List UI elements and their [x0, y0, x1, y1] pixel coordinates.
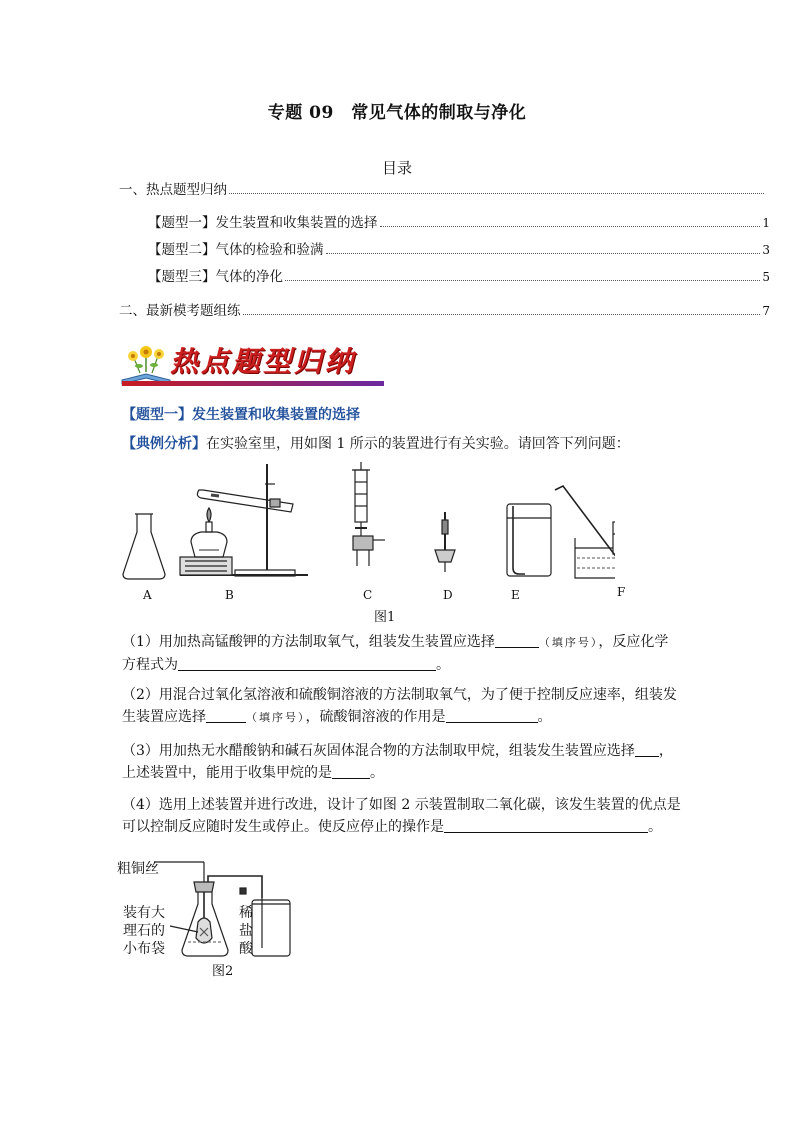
figure-1-apparatus — [115, 462, 615, 592]
figure-2-caption: 图2 — [212, 964, 234, 979]
toc-page-number: 1 — [762, 216, 770, 230]
toc-page-number: 5 — [762, 270, 770, 284]
intro-paragraph — [122, 433, 722, 455]
page-title: 专题 09 常见气体的制取与净化 — [267, 103, 527, 123]
toc-leader-dots — [380, 225, 761, 227]
toc-entry-type-3[interactable] — [148, 265, 770, 285]
toc-entry-label: 二、最新模考题组练 — [119, 303, 241, 319]
apparatus-b-heating — [180, 464, 308, 576]
banner-underline — [122, 381, 384, 386]
question-1 — [122, 631, 682, 676]
section-heading: 【题型一】发生装置和收集装置的选择 — [122, 407, 360, 423]
figure-2-label-wire: 粗铜丝 — [117, 861, 159, 877]
toc-entry-label: 一、热点题型归纳 — [119, 182, 227, 198]
question-2-hint: （填序号） — [246, 711, 306, 724]
book-flowers-icon — [118, 340, 174, 386]
figure-2-label-acid-2: 盐 — [239, 923, 253, 939]
figure-2-label-acid-3: 酸 — [239, 941, 253, 957]
question-4 — [122, 794, 692, 838]
question-4-text: （4）选用上述装置并进行改进，设计了如图 2 示装置制取二氧化碳，该发生装置的优点是 — [122, 797, 681, 813]
question-1-text: （1）用加热高锰酸钾的方法制取氧气，组装发生装置应选择 — [122, 634, 495, 650]
answer-blank[interactable] — [495, 633, 539, 648]
toc-page-number: 7 — [762, 304, 770, 318]
question-4-end: 。 — [648, 819, 662, 835]
question-2-text-3: ，硫酸铜溶液的作用是 — [305, 709, 446, 725]
question-2 — [122, 684, 692, 729]
question-3-end: 。 — [370, 765, 384, 781]
answer-blank[interactable] — [178, 656, 436, 671]
banner-title: 热点题型归纳 — [170, 345, 357, 378]
figure-1-label-f: F — [617, 585, 626, 599]
section-banner — [118, 340, 383, 390]
figure-2-label-bag-1: 装有大 — [123, 905, 165, 921]
apparatus-d-stopper — [435, 512, 455, 572]
question-2-text-2: 生装置应选择 — [122, 709, 206, 725]
figure-1-label-b: B — [225, 588, 234, 602]
question-3 — [122, 740, 692, 784]
intro-text: 在实验室里，用如图 1 所示的装置进行有关实验。请回答下列问题： — [206, 436, 630, 452]
answer-blank[interactable] — [332, 764, 370, 779]
answer-blank[interactable] — [446, 708, 538, 723]
question-2-end: 。 — [537, 709, 552, 725]
question-1-text-2: ，反应化学 — [598, 634, 669, 650]
toc-entry-label: 【题型二】气体的检验和验满 — [148, 242, 324, 258]
toc-entry-label: 【题型一】发生装置和收集装置的选择 — [148, 215, 378, 231]
apparatus-f-water-trough — [555, 486, 615, 578]
toc-leader-dots — [229, 192, 764, 194]
answer-blank[interactable] — [635, 742, 659, 757]
figure-1-label-a: A — [143, 588, 152, 602]
apparatus-e-bottle — [507, 504, 551, 576]
toc-leader-dots — [285, 279, 760, 281]
figure-1-caption: 图1 — [374, 610, 396, 625]
question-3-text: （3）用加热无水醋酸钠和碱石灰固体混合物的方法制取甲烷，组装发生装置应选择 — [122, 743, 635, 759]
toc-page-number: 3 — [762, 243, 770, 257]
figure-2-label-acid-1: 稀 — [239, 905, 253, 921]
toc-leader-dots — [243, 313, 761, 315]
intro-tag: 【典例分析】 — [122, 436, 206, 452]
question-3-text-end: ， — [658, 743, 673, 759]
toc-leader-dots — [326, 252, 761, 254]
question-4-text-2: 可以控制反应随时发生或停止。使反应停止的操作是 — [122, 819, 444, 835]
question-1-hint: （填序号） — [538, 636, 599, 649]
question-1-end: 。 — [436, 657, 450, 673]
figure-1-label-c: C — [363, 588, 373, 602]
toc-entry-hot-topics[interactable] — [119, 178, 774, 198]
apparatus-c-dropping-funnel — [352, 462, 385, 566]
figure-1-label-d: D — [443, 588, 453, 602]
toc-entry-mock-exams[interactable] — [119, 299, 770, 319]
toc-entry-type-2[interactable] — [148, 238, 770, 258]
answer-blank[interactable] — [206, 708, 246, 723]
toc-entry-label: 【题型三】气体的净化 — [148, 269, 283, 285]
figure-1-label-e: E — [511, 588, 520, 602]
question-2-text: （2）用混合过氧化氢溶液和硫酸铜溶液的方法制取氧气，为了便于控制反应速率，组装发 — [122, 687, 677, 703]
question-3-text-2: 上述装置中，能用于收集甲烷的是 — [122, 765, 332, 781]
question-1-text-3: 方程式为 — [122, 657, 178, 673]
figure-2-label-bag-2: 理石的 — [123, 923, 165, 939]
answer-blank[interactable] — [444, 818, 648, 833]
toc-heading: 目录 — [381, 159, 412, 177]
figure-2-label-bag-3: 小布袋 — [123, 941, 165, 957]
apparatus-a-flask — [123, 514, 165, 579]
toc-entry-type-1[interactable] — [148, 211, 770, 231]
